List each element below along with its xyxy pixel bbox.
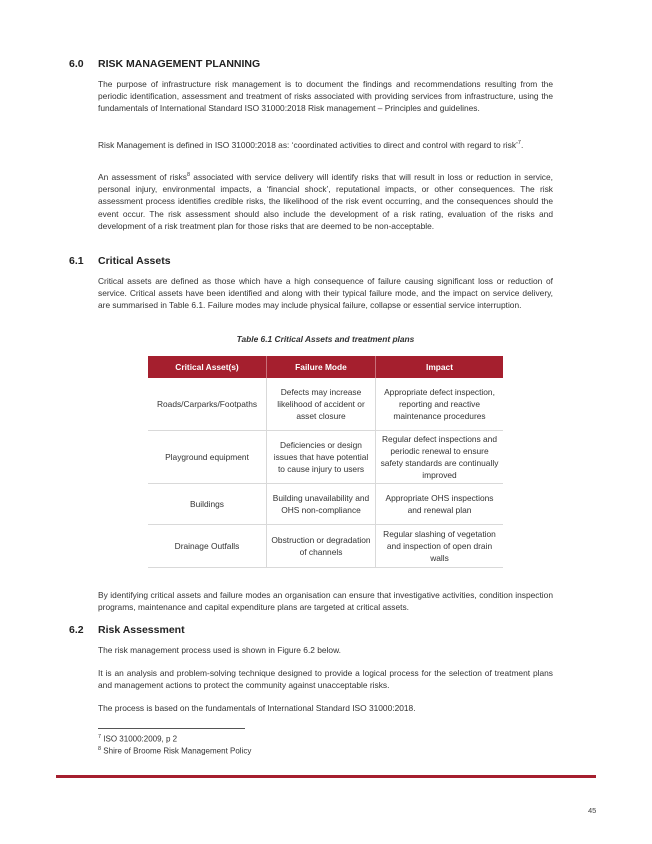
paragraph-assessment	[98, 171, 553, 232]
cell-impact: Regular defect inspections and periodic renewal to ensure safety standards are continually improved	[376, 431, 504, 484]
footnote-text: Shire of Broome Risk Management Policy	[101, 746, 252, 756]
table-row	[148, 431, 503, 484]
footnote-ref: 7	[517, 140, 521, 147]
paragraph-text: An assessment of risks	[98, 172, 187, 182]
footnote-7	[98, 734, 177, 744]
paragraph-process: The risk management process used is shown in Figure 6.2 below.	[98, 645, 341, 655]
cell-impact: Regular slashing of vegetation and inspection of open drain walls	[376, 525, 504, 568]
cell-impact: Appropriate defect inspection, reporting and reactive maintenance procedures	[376, 378, 504, 431]
footnote-number: 7	[98, 734, 102, 740]
footnote-number: 8	[98, 746, 102, 752]
header-critical-assets: Critical Asset(s)	[148, 356, 267, 378]
paragraph-text: .	[520, 140, 524, 150]
section-title: Critical Assets	[98, 255, 171, 267]
critical-assets-table	[148, 356, 503, 568]
cell-impact: Appropriate OHS inspections and renewal plan	[376, 484, 504, 525]
table-row	[148, 484, 503, 525]
footnote-separator	[98, 728, 245, 729]
header-impact: Impact	[376, 356, 504, 378]
paragraph-purpose: The purpose of infrastructure risk management is to document the findings and recommendations resulting from the periodic identification, assessment and treatment of risks associated with providing services from infrastructure, using the fundamentals of International Standard ISO 31000:2018 Risk management – Principles and guidelines.	[98, 79, 553, 114]
paragraph-critical-assets: Critical assets are defined as those which have a high consequence of failure causing significant loss or reduction of service. Critical assets have been identified and along with their typical failure mode, and the impact on service delivery, are summarised in Table 6.1. Failure modes may include physical failure, collapse or essential service interruption.	[98, 276, 553, 311]
page-number: 45	[588, 806, 597, 815]
section-number: 6.2	[69, 624, 84, 636]
paragraph-identifying: By identifying critical assets and failure modes an organisation can ensure that investigative activities, condition inspection programs, maintenance and capital expenditure plans are targeted at critical assets.	[98, 590, 553, 613]
cell-failure-mode: Obstruction or degradation of channels	[267, 525, 376, 568]
table-row	[148, 525, 503, 568]
paragraph-technique: It is an analysis and problem-solving technique designed to provide a logical process for the selection of treatment plans and management actions to protect the community against unacceptable risks.	[98, 668, 553, 691]
paragraph-text: associated with service delivery will identify risks that will result in loss or reduction in service, personal injury, environmental impacts, a ‘financial shock’, reputational impacts, or other consequences. The risk assessment process identifies credible risks, the likelihood of the risk event occurring, and the consequences should the event occur. The risk assessment should also include the development of a risk rating, evaluation of the risks and development of a risk treatment plan for those risks that are deemed to be non-acceptable.	[98, 172, 553, 231]
header-failure-mode: Failure Mode	[267, 356, 376, 378]
section-title: Risk Assessment	[98, 624, 185, 636]
cell-failure-mode: Defects may increase likelihood of accident or asset closure	[267, 378, 376, 431]
cell-asset: Buildings	[148, 484, 267, 525]
cell-asset: Playground equipment	[148, 431, 267, 484]
cell-failure-mode: Deficiencies or design issues that have potential to cause injury to users	[267, 431, 376, 484]
table-caption: Table 6.1 Critical Assets and treatment plans	[236, 334, 415, 344]
table-header-row	[148, 356, 503, 378]
cell-failure-mode: Building unavailability and OHS non-compliance	[267, 484, 376, 525]
paragraph-fundamentals: The process is based on the fundamentals of International Standard ISO 31000:2018.	[98, 703, 416, 713]
cell-asset: Drainage Outfalls	[148, 525, 267, 568]
table-row	[148, 378, 503, 431]
footnote-8	[98, 746, 251, 756]
section-number: 6.0	[69, 58, 84, 70]
footnote-text: ISO 31000:2009, p 2	[101, 734, 178, 744]
section-heading-6-1	[69, 255, 171, 267]
footer-rule	[56, 775, 596, 778]
section-heading-6-0	[69, 58, 260, 70]
cell-asset: Roads/Carparks/Footpaths	[148, 378, 267, 431]
paragraph-definition	[98, 139, 553, 151]
paragraph-text: Risk Management is defined in ISO 31000:2018 as: ‘coordinated activities to direct and control with regard to risk’	[98, 140, 518, 150]
section-title: RISK MANAGEMENT PLANNING	[98, 58, 261, 70]
section-heading-6-2	[69, 624, 185, 636]
section-number: 6.1	[69, 255, 84, 267]
footnote-ref: 8	[186, 172, 191, 179]
